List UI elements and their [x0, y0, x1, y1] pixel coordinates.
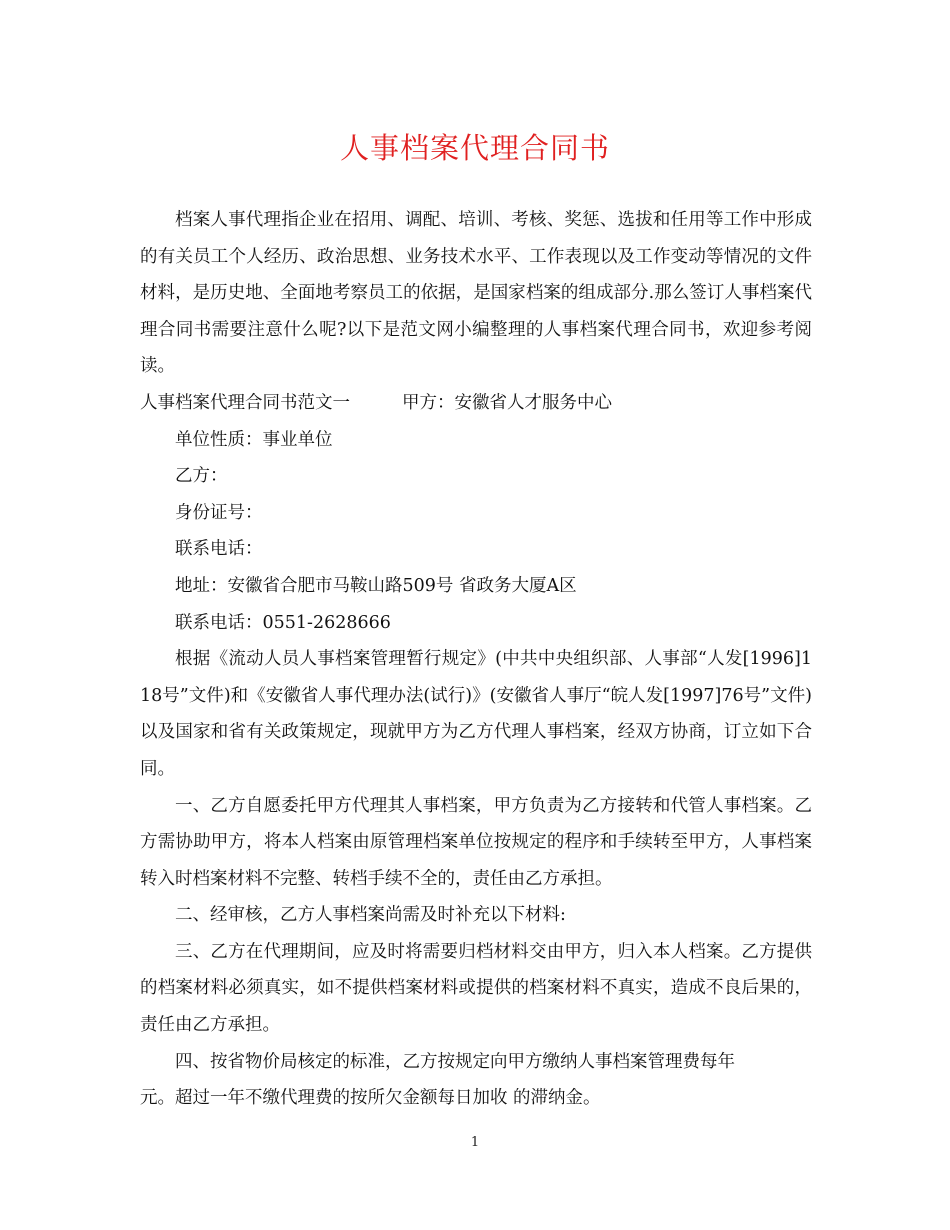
clause-4a: 四、按省物价局核定的标准，乙方按规定向甲方缴纳人事档案管理费每年 [175, 1051, 735, 1072]
clause-2: 二、经审核，乙方人事档案尚需及时补充以下材料: [175, 905, 566, 926]
phone-a: 联系电话：0551-2628666 [175, 612, 391, 633]
document-body [140, 202, 812, 1117]
party-b: 乙方： [175, 466, 228, 487]
address: 地址：安徽省合肥市马鞍山路509号 省政务大厦A区 [175, 575, 577, 596]
clause-1: 一、乙方自愿委托甲方代理其人事档案，甲方负责为乙方接转和代管人事档案。乙方需协助甲方，将本人档案由原管理档案单位按规定的程序和手续转至甲方，人事档案转入时档案材料不完整、转档手续不全的，责任由乙方承担。 [140, 795, 812, 889]
phone-b: 联系电话： [175, 539, 263, 560]
document-title: 人事档案代理合同书 [339, 131, 610, 165]
unit-nature: 单位性质：事业单位 [175, 429, 333, 450]
sample-heading-line [140, 385, 812, 422]
party-a: 甲方：安徽省人才服务中心 [402, 392, 612, 413]
id-number: 身份证号： [175, 502, 263, 523]
sample-heading: 人事档案代理合同书范文一 [140, 392, 350, 413]
page-number: 1 [470, 1135, 480, 1150]
clause-4b: 元。超过一年不缴代理费的按所欠金额每日加收 的滞纳金。 [140, 1088, 601, 1109]
clause-3: 三、乙方在代理期间，应及时将需要归档材料交由甲方，归入本人档案。乙方提供的档案材料必须真实，如不提供档案材料或提供的档案材料不真实，造成不良后果的，责任由乙方承担。 [140, 941, 812, 1036]
basis-paragraph: 根据《流动人员人事档案管理暂行规定》(中共中央组织部、人事部“人发[1996]118号”文件)和《安徽省人事代理办法(试行)》(安徽省人事厅“皖人发[1997]76号”文件)以及国家和省有关政策规定，现就甲方为乙方代理人事档案，经双方协商，订立如下合同。 [140, 649, 812, 779]
intro-paragraph: 档案人事代理指企业在招用、调配、培训、考核、奖惩、选拔和任用等工作中形成的有关员工个人经历、政治思想、业务技术水平、工作表现以及工作变动等情况的文件材料，是历史地、全面地考察员工的依据，是国家档案的组成部分.那么签订人事档案代理合同书需要注意什么呢?以下是范文网小编整理的人事档案代理合同书，欢迎参考阅读。 [140, 210, 812, 377]
